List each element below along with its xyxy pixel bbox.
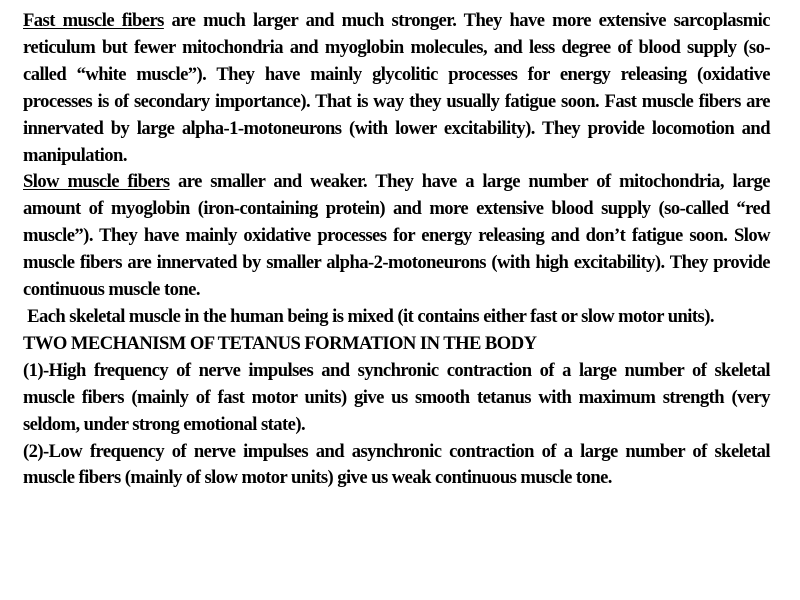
slow-fibers-paragraph bbox=[23, 169, 770, 304]
fast-fibers-text: are much larger and much stronger. They have more extensive sarcoplasmic reticulum but fewer mitochondria and myoglobin molecules, and less degree of blood supply (so-called “white muscle”). They have mainly glycolitic processes for energy releasing (oxidative processes is of secondary importance). That is way they usually fatigue soon. Fast muscle fibers are innervated by large alpha-1-motoneurons (with lower excitability). They provide locomotion and manipulation. bbox=[23, 10, 770, 166]
fast-fibers-paragraph bbox=[23, 8, 770, 169]
fast-fibers-term: Fast muscle fibers bbox=[23, 10, 164, 31]
mechanism-2-paragraph: (2)-Low frequency of nerve impulses and asynchronic contraction of a large number of skeletal muscle fibers (mainly of slow motor units) give us weak continuous muscle tone. bbox=[23, 440, 770, 489]
slow-fibers-text: are smaller and weaker. They have a large number of mitochondria, large amount of myoglobin (iron-containing protein) and more extensive blood supply (so-called “red muscle”). They have mainly oxidative processes for energy releasing and don’t fatigue soon. Slow muscle fibers are innervated by smaller alpha-2-motoneurons (with high excitability). They provide continuous muscle tone. bbox=[23, 171, 770, 301]
mechanism-1-paragraph: (1)-High frequency of nerve impulses and synchronic contraction of a large number of skeletal muscle fibers (mainly of fast motor units) give us smooth tetanus with maximum strength (very seldom, under strong emotional state). bbox=[23, 359, 770, 435]
slow-fibers-term: Slow muscle fibers bbox=[23, 171, 170, 193]
tetanus-heading: TWO MECHANISM OF TETANUS FORMATION IN THE BODY bbox=[23, 332, 537, 354]
mixed-muscle-paragraph: Each skeletal muscle in the human being is mixed (it contains either fast or slow motor units). bbox=[23, 305, 714, 327]
